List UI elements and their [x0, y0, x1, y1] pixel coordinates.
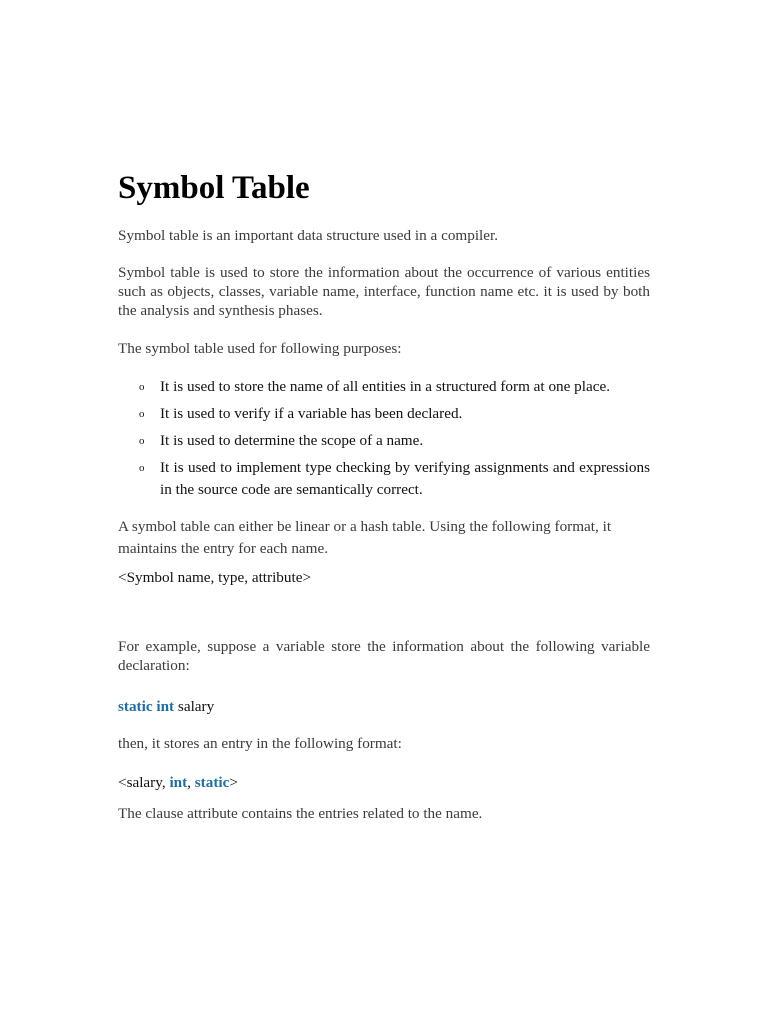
declaration-line — [118, 697, 650, 716]
intro-paragraph: Symbol table is an important data structure used in a compiler. — [118, 227, 499, 244]
entry-attribute: static — [194, 774, 230, 791]
identifier-salary: salary — [177, 698, 215, 715]
list-item — [118, 403, 650, 425]
format-intro-paragraph: A symbol table can either be linear or a hash table. Using the following format, it maintains the entry for each name. — [118, 518, 612, 557]
list-item — [118, 376, 650, 398]
list-item — [118, 430, 650, 452]
example-intro-paragraph: For example, suppose a variable store the information about the following variable declaration: — [118, 638, 650, 674]
list-item-text: It is used to store the name of all entities in a structured form at one place. — [160, 378, 610, 395]
entry-close: > — [229, 774, 238, 791]
bullet-icon: o — [139, 435, 145, 447]
bullet-icon: o — [139, 381, 145, 393]
purposes-heading: The symbol table used for following purposes: — [118, 340, 402, 357]
list-item-text: It is used to implement type checking by verifying assignments and expressions in the source code are semantically correct. — [160, 459, 650, 498]
keyword-static: static — [118, 698, 153, 715]
list-item-text: It is used to verify if a variable has been declared. — [160, 405, 463, 422]
purposes-list — [118, 376, 650, 506]
document-page — [118, 0, 650, 1024]
page-title: Symbol Table — [118, 170, 310, 206]
bullet-icon: o — [139, 408, 145, 420]
entry-open: <salary, — [118, 774, 170, 791]
format-text: <Symbol name, type, attribute> — [118, 569, 312, 586]
closing-paragraph: The clause attribute contains the entries related to the name. — [118, 805, 483, 822]
entry-intro-paragraph: then, it stores an entry in the following format: — [118, 735, 402, 752]
entry-separator: , — [187, 774, 195, 791]
entry-type: int — [169, 774, 188, 791]
keyword-int: int — [156, 698, 175, 715]
entry-line — [118, 773, 650, 792]
bullet-icon: o — [139, 462, 145, 474]
list-item-text: It is used to determine the scope of a name. — [160, 432, 424, 449]
list-item — [118, 457, 650, 501]
description-paragraph: Symbol table is used to store the information about the occurrence of various entities such as objects, classes, variable name, interface, function name etc. it is used by both the analysis and synthesis phases. — [118, 264, 650, 319]
